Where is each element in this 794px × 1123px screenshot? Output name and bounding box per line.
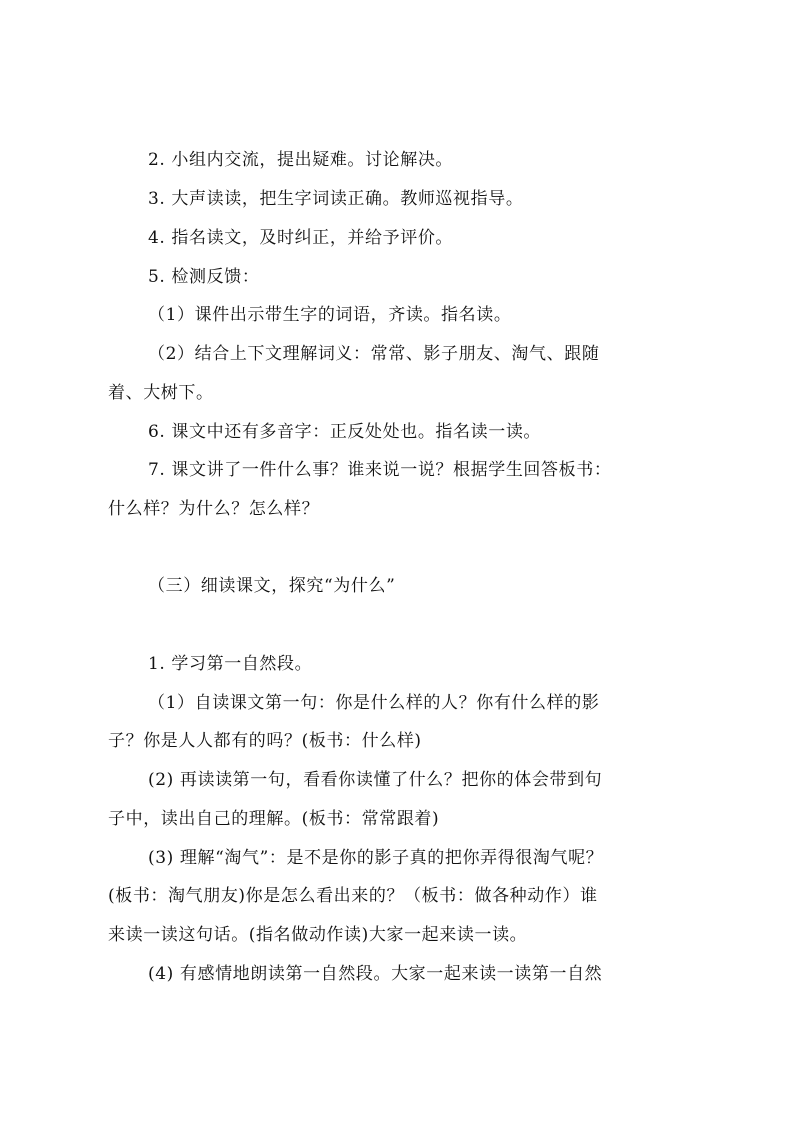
text-line: (4) 有感情地朗读第一自然段。大家一起来读一读第一自然 bbox=[148, 964, 603, 984]
text-line: 什么样？为什么？怎么样？ bbox=[108, 499, 320, 519]
text-line: 3. 大声读读，把生字词读正确。教师巡视指导。 bbox=[148, 189, 524, 209]
text-line: 7. 课文讲了一件什么事？谁来说一说？根据学生回答板书： bbox=[148, 460, 612, 480]
text-line: 着、大树下。 bbox=[108, 383, 214, 403]
section-heading: （三）细读课文，探究“为什么” bbox=[148, 576, 396, 596]
text-line: (2) 再读读第一句，看看你读懂了什么？把你的体会带到句 bbox=[148, 770, 603, 790]
text-line: 4. 指名读文，及时纠正，并给予评价。 bbox=[148, 228, 454, 248]
text-line: (板书：淘气朋友)你是怎么看出来的？（板书：做各种动作）谁 bbox=[108, 886, 598, 906]
text-line: 1. 学习第一自然段。 bbox=[148, 654, 313, 674]
text-line: 子？你是人人都有的吗？(板书：什么样) bbox=[108, 731, 422, 751]
text-line: 子中，读出自己的理解。(板书：常常跟着) bbox=[108, 809, 440, 829]
text-line: 2. 小组内交流，提出疑难。讨论解决。 bbox=[148, 150, 454, 170]
text-line: (3) 理解“淘气”：是不是你的影子真的把你弄得很淘气呢？ bbox=[148, 848, 604, 868]
text-line: （1）自读课文第一句：你是什么样的人？你有什么样的影 bbox=[148, 693, 600, 713]
text-line: （1）课件出示带生字的词语，齐读。指名读。 bbox=[148, 305, 512, 325]
text-line: （2）结合上下文理解词义：常常、影子朋友、淘气、跟随 bbox=[148, 344, 600, 364]
text-line: 来读一读这句话。(指名做动作读)大家一起来读一读。 bbox=[108, 925, 528, 945]
text-line: 5. 检测反馈： bbox=[148, 267, 260, 287]
text-line: 6. 课文中还有多音字：正反处处也。指名读一读。 bbox=[148, 422, 542, 442]
